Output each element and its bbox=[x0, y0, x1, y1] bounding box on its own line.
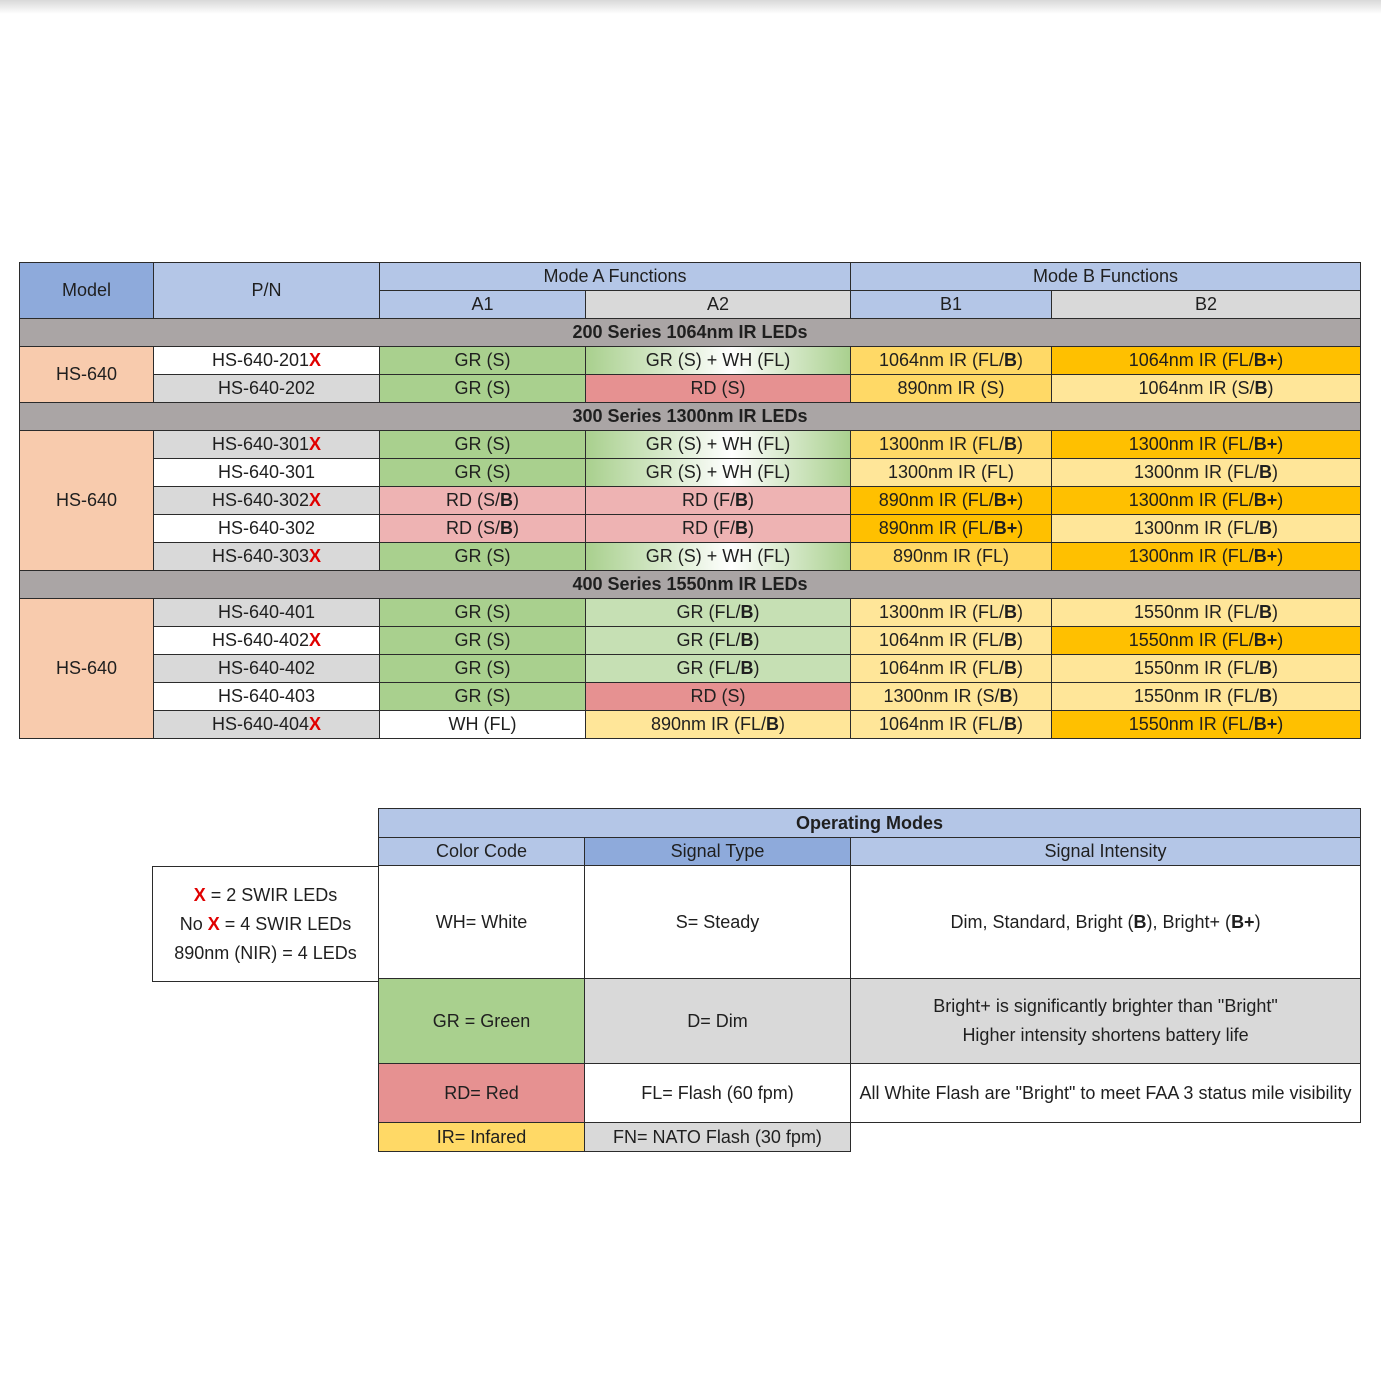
faa-note: All White Flash are "Bright" to meet FAA 3 status mile visibility bbox=[851, 1064, 1361, 1123]
b1-cell: 890nm IR (FL) bbox=[851, 543, 1052, 571]
a2-cell: RD (S) bbox=[586, 375, 851, 403]
signal-steady: S= Steady bbox=[585, 866, 851, 979]
b1-cell: 1300nm IR (FL/B) bbox=[851, 599, 1052, 627]
color-code-green: GR = Green bbox=[379, 979, 585, 1064]
a2-cell: GR (FL/B) bbox=[586, 627, 851, 655]
product-table bbox=[19, 262, 1361, 739]
b1-cell: 1064nm IR (FL/B) bbox=[851, 347, 1052, 375]
b2-cell: 1550nm IR (FL/B+) bbox=[1052, 627, 1361, 655]
legend-line: 890nm (NIR) = 4 LEDs bbox=[174, 942, 357, 963]
a2-cell: 890nm IR (FL/B) bbox=[586, 711, 851, 739]
pn-cell: HS-640-403 bbox=[154, 683, 380, 711]
b1-cell: 1300nm IR (S/B) bbox=[851, 683, 1052, 711]
b2-cell: 1064nm IR (FL/B+) bbox=[1052, 347, 1361, 375]
pn-cell: HS-640-301X bbox=[154, 431, 380, 459]
b1-cell: 890nm IR (S) bbox=[851, 375, 1052, 403]
a2-cell: RD (S) bbox=[586, 683, 851, 711]
b2-cell: 1064nm IR (S/B) bbox=[1052, 375, 1361, 403]
led-count-legend bbox=[152, 866, 379, 982]
b2-cell: 1300nm IR (FL/B) bbox=[1052, 459, 1361, 487]
a1-cell: GR (S) bbox=[380, 627, 586, 655]
b1-cell: 1300nm IR (FL) bbox=[851, 459, 1052, 487]
b1-cell: 890nm IR (FL/B+) bbox=[851, 487, 1052, 515]
pn-cell: HS-640-201X bbox=[154, 347, 380, 375]
header-a2: A2 bbox=[586, 291, 851, 319]
a2-cell: GR (S) + WH (FL) bbox=[586, 431, 851, 459]
header-mode-a: Mode A Functions bbox=[380, 263, 851, 291]
signal-nato-flash: FN= NATO Flash (30 fpm) bbox=[585, 1123, 851, 1152]
color-code-red: RD= Red bbox=[379, 1064, 585, 1123]
pn-cell: HS-640-302 bbox=[154, 515, 380, 543]
b2-cell: 1550nm IR (FL/B) bbox=[1052, 599, 1361, 627]
b1-cell: 1064nm IR (FL/B) bbox=[851, 655, 1052, 683]
header-mode-b: Mode B Functions bbox=[851, 263, 1361, 291]
series-title: 300 Series 1300nm IR LEDs bbox=[20, 403, 1361, 431]
operating-modes-table bbox=[378, 808, 1361, 1152]
pn-cell: HS-640-402X bbox=[154, 627, 380, 655]
a1-cell: GR (S) bbox=[380, 375, 586, 403]
b2-cell: 1300nm IR (FL/B+) bbox=[1052, 487, 1361, 515]
pn-cell: HS-640-202 bbox=[154, 375, 380, 403]
header-a1: A1 bbox=[380, 291, 586, 319]
modes-title: Operating Modes bbox=[379, 809, 1361, 838]
model-cell: HS-640 bbox=[20, 599, 154, 739]
a2-cell: GR (S) + WH (FL) bbox=[586, 347, 851, 375]
b1-cell: 1064nm IR (FL/B) bbox=[851, 711, 1052, 739]
pn-cell: HS-640-302X bbox=[154, 487, 380, 515]
color-code-white: WH= White bbox=[379, 866, 585, 979]
b2-cell: 1300nm IR (FL/B) bbox=[1052, 515, 1361, 543]
a2-cell: GR (S) + WH (FL) bbox=[586, 543, 851, 571]
header-pn: P/N bbox=[154, 263, 380, 319]
signal-dim: D= Dim bbox=[585, 979, 851, 1064]
a1-cell: GR (S) bbox=[380, 599, 586, 627]
color-code-ir: IR= Infared bbox=[379, 1123, 585, 1152]
intensity-note: Bright+ is significantly brighter than "Bright" Higher intensity shortens battery life bbox=[851, 979, 1361, 1064]
a2-cell: RD (F/B) bbox=[586, 487, 851, 515]
top-shadow bbox=[0, 0, 1381, 14]
b1-cell: 890nm IR (FL/B+) bbox=[851, 515, 1052, 543]
a1-cell: RD (S/B) bbox=[380, 515, 586, 543]
series-title: 400 Series 1550nm IR LEDs bbox=[20, 571, 1361, 599]
b2-cell: 1550nm IR (FL/B) bbox=[1052, 683, 1361, 711]
model-cell: HS-640 bbox=[20, 431, 154, 571]
pn-cell: HS-640-404X bbox=[154, 711, 380, 739]
a1-cell: GR (S) bbox=[380, 431, 586, 459]
a1-cell: WH (FL) bbox=[380, 711, 586, 739]
a2-cell: GR (S) + WH (FL) bbox=[586, 459, 851, 487]
pn-cell: HS-640-401 bbox=[154, 599, 380, 627]
b2-cell: 1550nm IR (FL/B) bbox=[1052, 655, 1361, 683]
legend-line: No X = 4 SWIR LEDs bbox=[179, 913, 352, 934]
a2-cell: GR (FL/B) bbox=[586, 599, 851, 627]
b2-cell: 1550nm IR (FL/B+) bbox=[1052, 711, 1361, 739]
a1-cell: GR (S) bbox=[380, 347, 586, 375]
model-cell: HS-640 bbox=[20, 347, 154, 403]
a1-cell: GR (S) bbox=[380, 655, 586, 683]
b2-cell: 1300nm IR (FL/B+) bbox=[1052, 543, 1361, 571]
pn-cell: HS-640-303X bbox=[154, 543, 380, 571]
a1-cell: GR (S) bbox=[380, 459, 586, 487]
header-model: Model bbox=[20, 263, 154, 319]
modes-col-intensity: Signal Intensity bbox=[851, 838, 1361, 866]
pn-cell: HS-640-301 bbox=[154, 459, 380, 487]
signal-flash: FL= Flash (60 fpm) bbox=[585, 1064, 851, 1123]
a1-cell: RD (S/B) bbox=[380, 487, 586, 515]
legend-line: X = 2 SWIR LEDs bbox=[193, 884, 338, 905]
header-b2: B2 bbox=[1052, 291, 1361, 319]
a1-cell: GR (S) bbox=[380, 683, 586, 711]
b1-cell: 1064nm IR (FL/B) bbox=[851, 627, 1052, 655]
intensity-levels: Dim, Standard, Bright (B), Bright+ (B+) bbox=[851, 866, 1361, 979]
b2-cell: 1300nm IR (FL/B+) bbox=[1052, 431, 1361, 459]
empty-cell bbox=[851, 1123, 1361, 1152]
modes-col-signal: Signal Type bbox=[585, 838, 851, 866]
a2-cell: GR (FL/B) bbox=[586, 655, 851, 683]
pn-cell: HS-640-402 bbox=[154, 655, 380, 683]
a1-cell: GR (S) bbox=[380, 543, 586, 571]
a2-cell: RD (F/B) bbox=[586, 515, 851, 543]
header-b1: B1 bbox=[851, 291, 1052, 319]
b1-cell: 1300nm IR (FL/B) bbox=[851, 431, 1052, 459]
series-title: 200 Series 1064nm IR LEDs bbox=[20, 319, 1361, 347]
modes-col-color: Color Code bbox=[379, 838, 585, 866]
